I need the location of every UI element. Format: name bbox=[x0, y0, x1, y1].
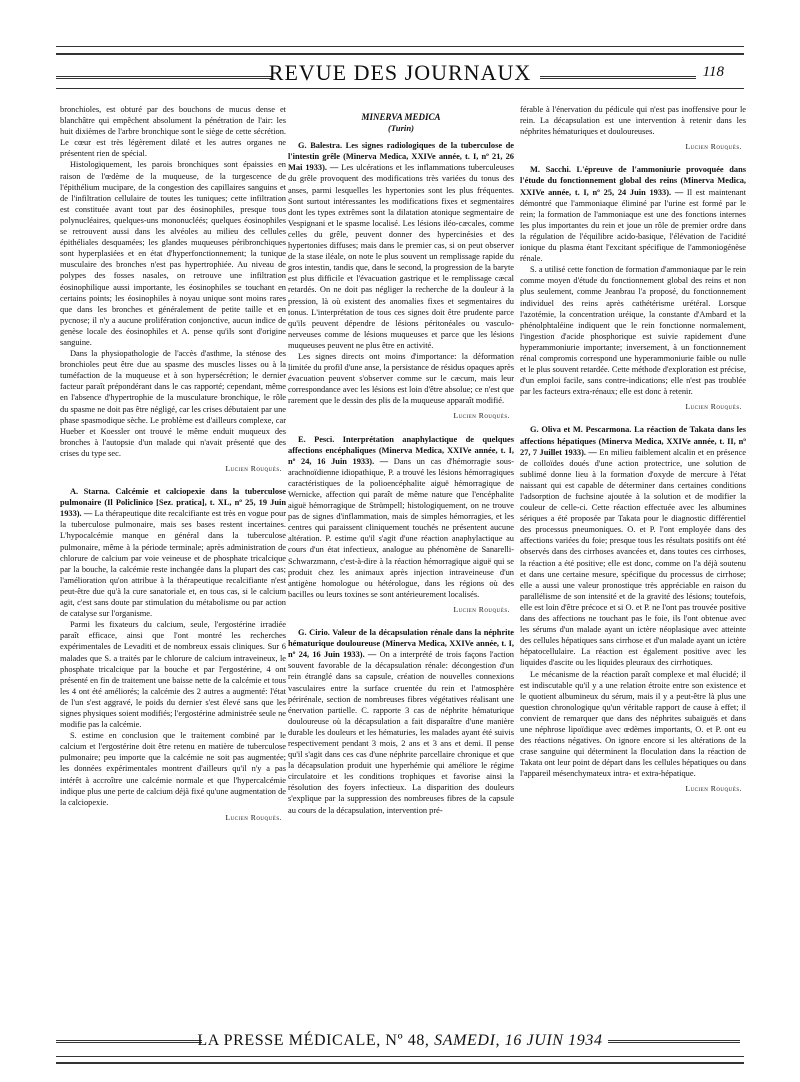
article-heading: E. Pesci. Interprétation anaphylactique de quelques affections encéphaliques (Minerva Medica, XXIVe année, t. I, nº 24, 16 Juin 1933). — bbox=[288, 434, 514, 466]
page-number: 118 bbox=[702, 64, 724, 80]
article-paragraph bbox=[288, 627, 514, 816]
paragraph: S. estime en conclusion que le traitement combiné par le calcium et l'ergostérine doit être retenu en matière de tuberculose pulmonaire; peu importe que la calcémie ne soit pas augmentée; les données expérimentales montrent d'ailleurs qu'il n'y a pas intérêt à accroître une calcémie normale et que l'hypercalcémie indique plus une perte de calcium déjà fixé qu'une augmentation de la calciopexie. bbox=[60, 731, 286, 807]
article-heading: G. Balestra. Les signes radiologiques de la tuberculose de l'intestin grêle (Minerva Medica, XXIVe année, t. I, nº 21, 26 Mai 1933). — bbox=[288, 141, 514, 173]
author-signature: Lucien Rouquès. bbox=[225, 464, 282, 473]
article-paragraph bbox=[60, 486, 286, 619]
column-2 bbox=[288, 112, 514, 816]
section-city: (Turin) bbox=[388, 123, 414, 134]
paragraph: Dans la physiopathologie de l'accès d'asthme, la sténose des bronchioles peut être due au spasme des muscles lisses ou à la tuméfaction de la muqueuse et à son hypersécrétion; le dernier facteur paraît prépondérant dans le cas rapporté; cependant, même en l'absence d'hypertrophie de la musculature bronchique, le rôle du spasme ne doit pas être négligé, car les crises débutaient par une phase spasmodique sèche. Le problème est d'ailleurs complexe, car Hueber et Koessler ont trouvé le même enduit muqueux des bronches à l'autopsie d'un malade qui n'avait présenté que des crises du type sec. bbox=[60, 349, 286, 458]
article-text: Les ulcérations et les inflammations tuberculeuses du grêle provoquent des modifications très variées du tonus des anses, parmi lesquelles les hypertonies sont les plus fréquentes. Sont surtout intéressantes les modifications fixes et segmentaires dont les types extrêmes sont la dilatation atonique segmentaire de Vespignani et le spasme localisé. Les lésions iléo-cæcales, comme celles du grêle, peuvent donner des hypercinésies et des hypertonies diffuses; mais dans le premier cas, si on peut observer de la stase iléale, on note le plus souvent un remplissage rapide du gros intestin, tandis que, dans le second, la progression de la baryte est plus difficile et l'évacuation gastrique et le remplissage cæcal retardés. On ne doit pas négliger la recherche de la douleur à la pression, là où existent des anomalies fixes et segmentaires du tonus. L'interprétation de tous ces signes doit être prudente parce qu'ils peuvent dépendre de lésions péritonéales ou vasculo-nerveuses comme de lésions muqueuses et parce que les lésions muqueuses peuvent ne plus être en activité. bbox=[288, 163, 514, 350]
paragraph: Parmi les fixateurs du calcium, seule, l'ergostérine irradiée paraît efficace, ainsi que l'ont montré les recherches expérimentales de Levaditi et de nombreux essais cliniques. Sur 6 malades que S. a traités par le chlorure de calcium intraveineux, le phosphate tricalcique par la bouche et par l'ergostérine, 4 ont présenté en fin de traitement une baisse nette de la calcémie et tous les 4 ont été améliorés; la calcémie des 2 autres a augmenté: l'état de l'un s'est aggravé, le poids du dernier s'est élevé sans que les signes physiques soient modifiés; l'ergostérine administrée seule ne modifie pas la calcémie. bbox=[60, 620, 286, 730]
article-heading: G. Oliva et M. Pescarmona. La réaction de Takata dans les affections hépatiques (Minerva Medica, XXIVe année, t. II, nº 27, 7 Juillet 1933). — bbox=[520, 425, 746, 457]
author-signature: Lucien Rouquès. bbox=[685, 402, 742, 412]
article-heading: A. Starna. Calcémie et calciopexie dans la tuberculose pulmonaire (Il Policlinico [Sez. pratica], t. XL, nº 25, 19 Juin 1933). — bbox=[60, 487, 286, 519]
article-text: Dans un cas d'hémorragie sous-arachnoïdienne idiopathique, P. a trouvé les lésions hémorragiques caractéristiques de la polioencéphalite aiguë hémorragique de Wernicke, affection qui paraît de même nature que l'encéphalite aiguë hémorragique de Strümpell; histologiquement, on ne trouve pas de signes d'inflammation, mais de simples hémorragies, et les centres qui paraissent cliniquement touchés ne présentent aucune altération. P. estime qu'il s'agit d'une réaction anaphylactique au cours d'un état infectieux, analogue au phénomène de Sanarelli-Schwarzmann, c'est-à-dire à la réaction hémorragique aiguë qui se produit chez les animaux après injection intraveineuse d'un antigène homologue ou hétérologue, dans les régions où des bacilles ou leurs toxines se sont antérieurement localisés. bbox=[288, 456, 514, 599]
article-text: En milieu faiblement alcalin et en présence de colloïdes doués d'une action protectrice, une solution de sublimé donne lieu à la formation d'oxyde de mercure à l'état naissant qui est capable de déterminer dans certaines conditions l'adsorption de fuchsine ajoutée à la solution et de modifier la couleur de celle-ci. Cette réaction effectuée avec les albumines sériques a été proposée par Takata pour le diagnostic différentiel des processus pneumoniques. O. et P. l'ont employée dans des affections variées du foie; presque tous les résultats positifs ont été observés dans des cirrhoses avancées et, dans toutes ces cirrhoses, la réaction a été positive; elle est donc, comme on l'a déjà soutenu et dans une certaine mesure, spécifique du processus de cirrhose; elle a aussi une valeur pronostique très appréciable en raison du parallélisme de son intensité et de la gravité des lésions; toutefois, elle est loin d'être précoce et si O. et P. ne l'ont pas trouvée positive dans des affections ne touchant pas le foie, ils l'ont obtenue avec les sérums d'un malade ayant un ictère néoplasique avec atteinte des cellules hépatiques sans cirrhose et d'un malade ayant un ictère hépatocellulaire. La réaction est également positive avec les liquides d'ascite ou les liquides pleuraux des cirrhotiques. bbox=[520, 447, 746, 668]
column-1 bbox=[60, 104, 286, 835]
article-text: La thérapeutique dite recalcifiante est très en vogue pour la tuberculose pulmonaire, mais ses bases restent incertaines. L'hypocalcémie manque en général dans la tuberculose pulmonaire, même à la période terminale; après administration de chlorure de calcium par voie veineuse et de phosphate tricalcique par la bouche, la calcémie reste inchangée dans la plupart des cas; l'amélioration qu'on attribue à la thérapeutique recalcifiante n'est peut-être due qu'à la cure sanatoriale et, en tous cas, si le calcium agit, c'est sans doute par stimulation du métabolisme ou par action de catalyse sur l'organisme. bbox=[60, 509, 286, 619]
article-heading: G. Cirio. Valeur de la décapsulation rénale dans la néphrite hématurique douloureuse (Minerva Medica, XXIVe année, t. I, nº 24, 16 Juin 1933). — bbox=[288, 628, 514, 660]
column-3 bbox=[520, 104, 746, 807]
article-text: On a interprété de trois façons l'action souvent favorable de la décapsulation rénale: décongestion d'un rein étranglé dans sa capsule, création de nouvelles connexions vasculaires entre la surface cruentée du rein et l'atmosphère périrénale, section de nombreuses fibres végétatives réalisant une énervation partielle. C. rapporte 3 cas de néphrite hématurique douloureuse où la décapsulation a fait disparaître d'une manière durable les douleurs et les hématuries, les malades ayant été suivis respectivement pendant 3 mois, 2 ans et 3 ans et demi. Il pense qu'il s'agit dans ces cas d'une néphrite parcellaire chronique et que la décapsulation produit une hyperhémie qui améliore le régime circulatoire et les conditions trophiques et favorise ainsi la résolution des foyers infectieux. La disparition des douleurs s'explique par la suppression des nombreuses fibres de la capsule au cours de la décapsulation, intervention pré- bbox=[288, 650, 514, 815]
paragraph: S. a utilisé cette fonction de formation d'ammoniaque par le rein comme moyen d'étude du fonctionnement global des reins et non plus seulement, comme Jeanbrau l'a proposé, du fonctionnement individuel des reins après cathétérisme urétéral. Lorsque l'azotémie, la concentration uréique, la constante d'Ambard et la phénolphtaléine indiquent que le rein fonctionne normalement, l'ingestion d'acide phosphorique est suivie rapidement d'une hyperammoniurie importante; inversement, à un fonctionnement rénal compromis correspond une hyperammoniurie faible ou nulle et le plus souvent retardée. Cette méthode d'exploration est précise, d'un emploi facile, sans contre-indications; elle n'est pas troublée par les facteurs extra-rénaux; elle est donc à retenir. bbox=[520, 265, 746, 397]
article-paragraph bbox=[288, 140, 514, 351]
author-signature: Lucien Rouquès. bbox=[225, 812, 282, 822]
article-paragraph bbox=[288, 434, 514, 600]
paragraph: Histologiquement, les parois bronchiques sont épaissies en raison de l'œdème de la muqueuse, de la turgescence de l'épithélium mucipare, de la congestion des capillaires sanguins et de l'infiltration cellulaire de toutes les tuniques; cette infiltration est constituée avant tout par des éosinophiles, presque tous polynucléaires, quelques-uns mononucléés; quelques éosinophiles se retrouvent aussi dans les alvéoles au milieu des cellules épithéliales desquamées; les glandes muqueuses péribronchiques sont hyperplasiées et en état d'hyperfonctionnement; la tunique musculaire des bronches n'est pas hypertrophiée. Au niveau de polypes des fosses nasales, on retrouve une infiltration éosinophilique aussi importante, les éosinophiles se touchant en certains points; les éosinophiles à noyau unique sont moins rares que dans les bronches et généralement de petite taille et en pycnose; il n'y a aucune prolifération conjonctive, aucun indice de genèse locale des éosinophiles et A. pense qu'ils sont d'origine sanguine. bbox=[60, 160, 286, 347]
article-paragraph bbox=[520, 424, 746, 668]
footer-journal: LA PRESSE MÉDICALE, Nº 48, bbox=[197, 1032, 430, 1049]
author-signature: Lucien Rouquès. bbox=[453, 411, 510, 421]
author-signature: Lucien Rouquès. bbox=[685, 784, 742, 794]
section-title: MINERVA MEDICA bbox=[361, 112, 441, 122]
author-signature: Lucien Rouquès. bbox=[453, 604, 510, 614]
page-title: REVUE DES JOURNAUX bbox=[268, 60, 532, 85]
header-underline bbox=[56, 88, 744, 89]
header-rule bbox=[56, 46, 744, 55]
paragraph: bronchioles, est obturé par des bouchons de mucus dense et blanchâtre qui empêchent absolument la pénétration de l'air: les huit dixièmes de l'arbre bronchique sont le siège de cette sécrétion. Le cœur est très légèrement dilaté et les autres organes ne présentent rien de spécial. bbox=[60, 105, 286, 159]
article-text: Il est maintenant démontré que l'ammoniaque éliminé par l'urine est formé par le rein; la formation de l'ammoniaque est une des fonctions internes les plus importantes du rein et joue un rôle de premier ordre dans la régulation de l'équilibre acido-basique, l'élévation de l'acidité ionique du plasma étant l'excitant spécifique de l'ammoniogénèse rénale. bbox=[520, 187, 746, 264]
article-paragraph bbox=[520, 164, 746, 264]
paragraph: Le mécanisme de la réaction paraît complexe et mal élucidé; il est indiscutable qu'il y a une relation étroite entre son existence et le quotient albumineux du sérum, mais il y a peut-être là plus une question chronologique qu'un véritable rapport de cause à effet; il convient de remarquer que dans des néphrites subaiguës et dans une néphrose lipoïdique avec œdèmes importants, O. et P. ont eu des réactions négatives. On ignore encore si les altérations de la crase sanguine qui déterminent la floculation dans la réaction de Takata ont leur point de départ dans les cellules hépatiques ou dans l'appareil mésenchymateux intra- et extra-hépatique. bbox=[520, 669, 746, 779]
paragraph: Les signes directs ont moins d'importance: la déformation limitée du profil d'une anse, la persistance de résidus opaques après évacuation peuvent s'observer comme sur le cæcum, mais leur correspondance avec les lésions est loin d'être absolue; ce n'est que rarement que le dessin des plis de la muqueuse apparaît modifié. bbox=[288, 351, 514, 406]
paragraph: férable à l'énervation du pédicule qui n'est pas inoffensive pour le rein. La décapsulation est une intervention à retenir dans les néphrites hématuriques et douloureuses. bbox=[520, 105, 746, 137]
footer-journal-line bbox=[0, 1032, 800, 1050]
footer-date: SAMEDI, 16 JUIN 1934 bbox=[434, 1032, 603, 1049]
footer-rule bbox=[56, 1056, 744, 1064]
author-signature: Lucien Rouquès. bbox=[685, 142, 742, 152]
article-heading: M. Sacchi. L'épreuve de l'ammoniurie provoquée dans l'étude du fonctionnement global des reins (Minerva Medica, XXIVe année, t. I, nº 25, 24 Juin 1933). — bbox=[520, 165, 746, 197]
